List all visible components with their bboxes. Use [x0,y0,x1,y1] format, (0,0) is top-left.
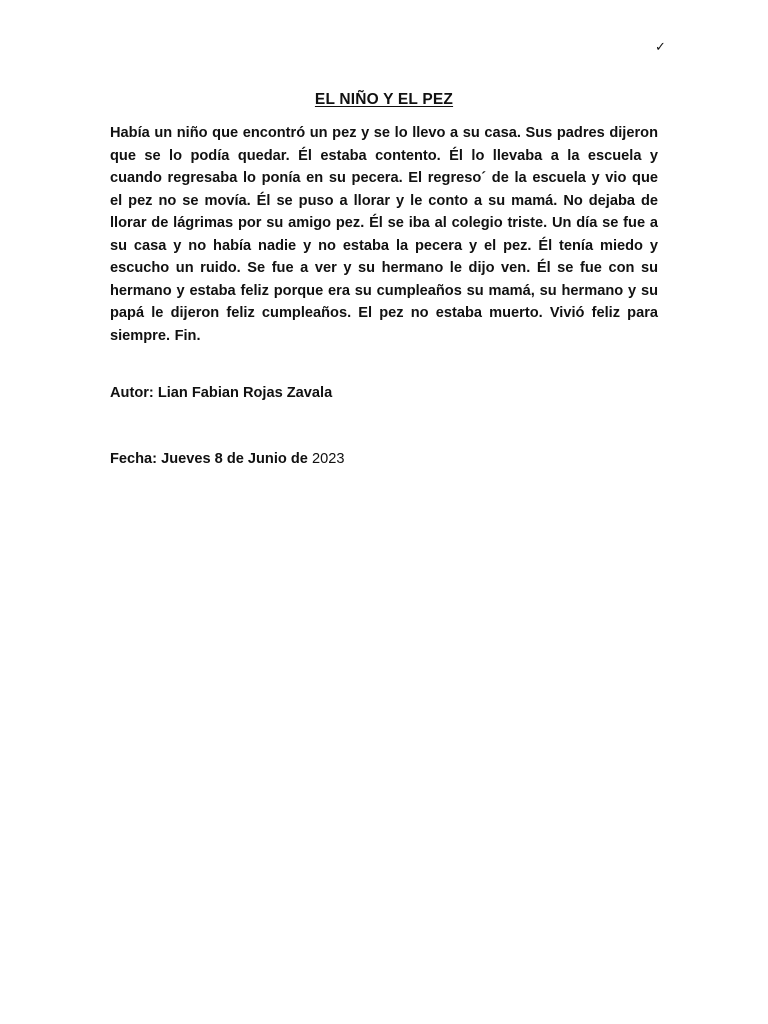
check-mark-icon: ✓ [655,40,666,55]
story-paragraph: Había un niño que encontró un pez y se lo llevo a su casa. Sus padres dijeron que se lo podía quedar. Él estaba contento. Él lo llevaba a la escuela y cuando regresaba lo ponía en su pecera. El regreso´ de la escuela y vio que el pez no se movía. Él se puso a llorar y le conto a su mamá. No dejaba de llorar de lágrimas por su amigo pez. Él se iba al colegio triste. Un día se fue a su casa y no había nadie y no estaba la pecera y el pez. Él tenía miedo y escucho un ruido. Se fue a ver y su hermano le dijo ven. Él se fue con su hermano y estaba feliz porque era su cumpleaños su mamá, su hermano y su papá le dijeron feliz cumpleaños. El pez no estaba muerto. Vivió feliz para siempre. Fin. [110,125,658,344]
date-label: Fecha: Jueves 8 de Junio de [110,451,312,467]
story-title: EL NIÑO Y EL PEZ [314,91,454,108]
date-line [110,449,670,469]
author-line: Autor: Lian Fabian Rojas Zavala [110,385,333,401]
date-year: 2023 [311,451,345,467]
